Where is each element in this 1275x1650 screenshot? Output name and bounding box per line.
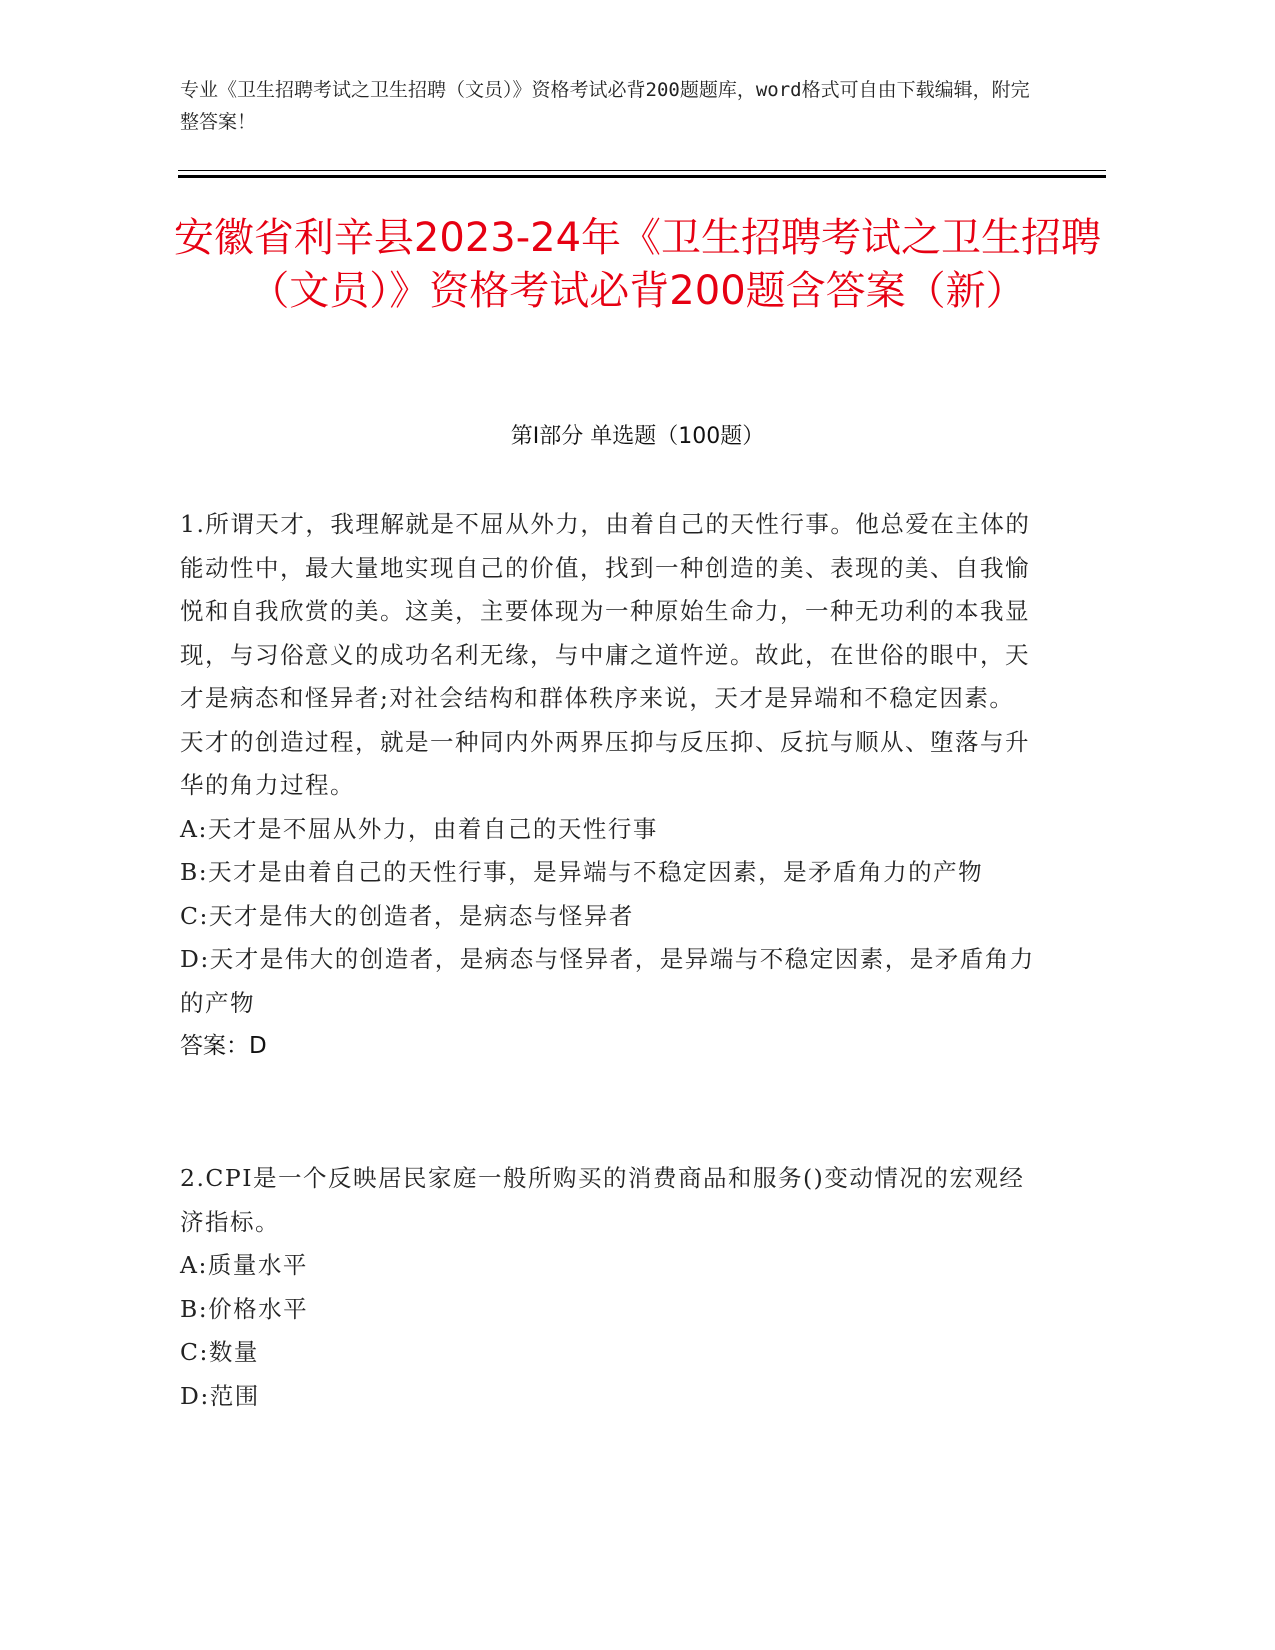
option-d: D:天才是伟大的创造者，是病态与怪异者，是异端与不稳定因素，是矛盾角力的产物 [180, 945, 1035, 1017]
question-2 [180, 1157, 1035, 1418]
option-c: C:数量 [180, 1338, 259, 1366]
option-a: A:质量水平 [180, 1251, 308, 1279]
header-note: 专业《卫生招聘考试之卫生招聘（文员）》资格考试必背200题题库，word格式可自由下载编辑，附完整答案！ [180, 79, 1030, 133]
option-b: B:天才是由着自己的天性行事，是异端与不稳定因素，是矛盾角力的产物 [180, 858, 984, 886]
header-divider-thin [178, 170, 1106, 171]
document-title: 安徽省利辛县2023-24年《卫生招聘考试之卫生招聘（文员）》资格考试必背200题含答案（新） [173, 215, 1102, 314]
option-c: C:天才是伟大的创造者，是病态与怪异者 [180, 901, 634, 930]
question-stem: 1.所谓天才，我理解就是不屈从外力，由着自己的天性行事。他总爱在主体的能动性中，最大量地实现自己的价值，找到一种创造的美、表现的美、自我愉悦和自我欣赏的美。这美，主要体现为一种原始生命力，一种无功利的本我显现，与习俗意义的成功名利无缘，与中庸之道忤逆。故此，在世俗的眼中，天才是病态和怪异者;对社会结构和群体秩序来说，天才是异端和不稳定因素。天才的创造过程，就是一种同内外两界压抑与反压抑、反抗与顺从、堕落与升华的角力过程。 [180, 510, 1031, 799]
option-b: B:价格水平 [180, 1294, 309, 1323]
header-divider-thick [178, 175, 1106, 178]
answer-line: 答案：D [180, 1033, 267, 1059]
option-d: D:范围 [180, 1381, 260, 1410]
section-title: 第I部分 单选题（100题） [510, 424, 765, 449]
question-1 [180, 503, 1035, 1069]
question-stem: 2.CPI是一个反映居民家庭一般所购买的消费商品和服务()变动情况的宏观经济指标。 [180, 1164, 1025, 1236]
option-a: A:天才是不屈从外力，由着自己的天性行事 [180, 814, 658, 843]
